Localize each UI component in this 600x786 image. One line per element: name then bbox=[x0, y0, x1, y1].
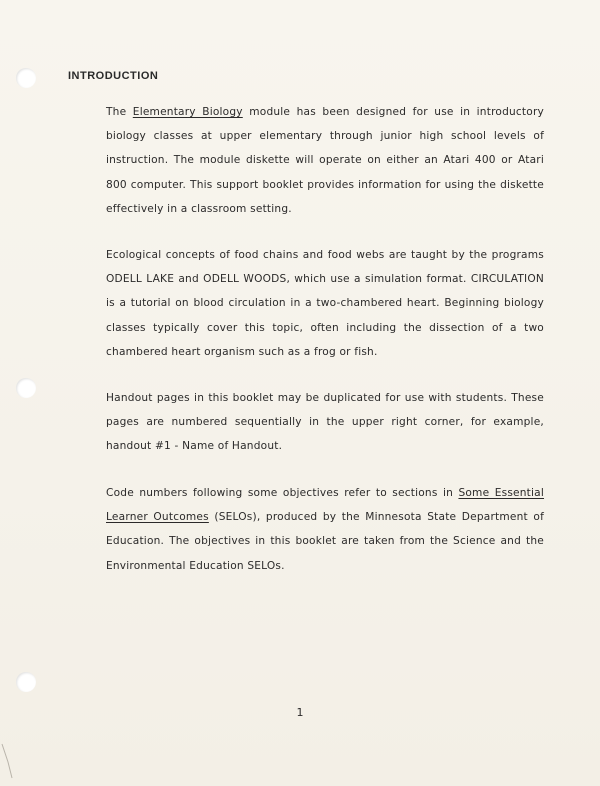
paragraph-code-lead: Code numbers following some objectives refer to sections in bbox=[106, 487, 459, 499]
punch-hole-middle bbox=[16, 378, 36, 398]
punch-hole-top bbox=[16, 68, 36, 88]
module-title: Elementary Biology bbox=[132, 106, 243, 118]
paragraph-code-body: (SELOs), produced by the Minnesota State Department of Education. The objectives in this booklet are taken from the Science and the Environmental Education SELOs. bbox=[106, 511, 544, 572]
paragraph-intro-body: module has been designed for use in introductory biology classes at upper elementary through junior high school levels of instruction. The module diskette will operate on either an Atari 400 or Atari 800 computer. This support booklet provides information for using the diskette effectively in a classroom setting. bbox=[106, 106, 544, 215]
paragraph-intro-lead: The bbox=[106, 106, 133, 118]
selo-title: Some Essential Learner Outcomes bbox=[106, 487, 545, 524]
paragraph-handouts: Handout pages in this booklet may be duplicated for use with students. These pages are numbered sequentially in the upper right corner, for example, handout #1 - Name of Handout. bbox=[106, 392, 544, 453]
corner-crease-mark bbox=[0, 740, 14, 780]
page-number: 1 bbox=[296, 706, 304, 719]
paragraph-ecology: Ecological concepts of food chains and food webs are taught by the programs ODELL LAKE and ODELL WOODS, which use a simulation format. CIRCULATION is a tutorial on blood circulation in a two-chambered heart. Beginning biology classes typically cover this topic, often including the dissection of a two chambered heart organism such as a frog or fish. bbox=[106, 249, 544, 358]
paragraph-code-numbers bbox=[106, 481, 544, 578]
punch-hole-bottom bbox=[16, 672, 36, 692]
paragraph-intro bbox=[106, 100, 544, 221]
section-heading: INTRODUCTION bbox=[68, 70, 159, 82]
